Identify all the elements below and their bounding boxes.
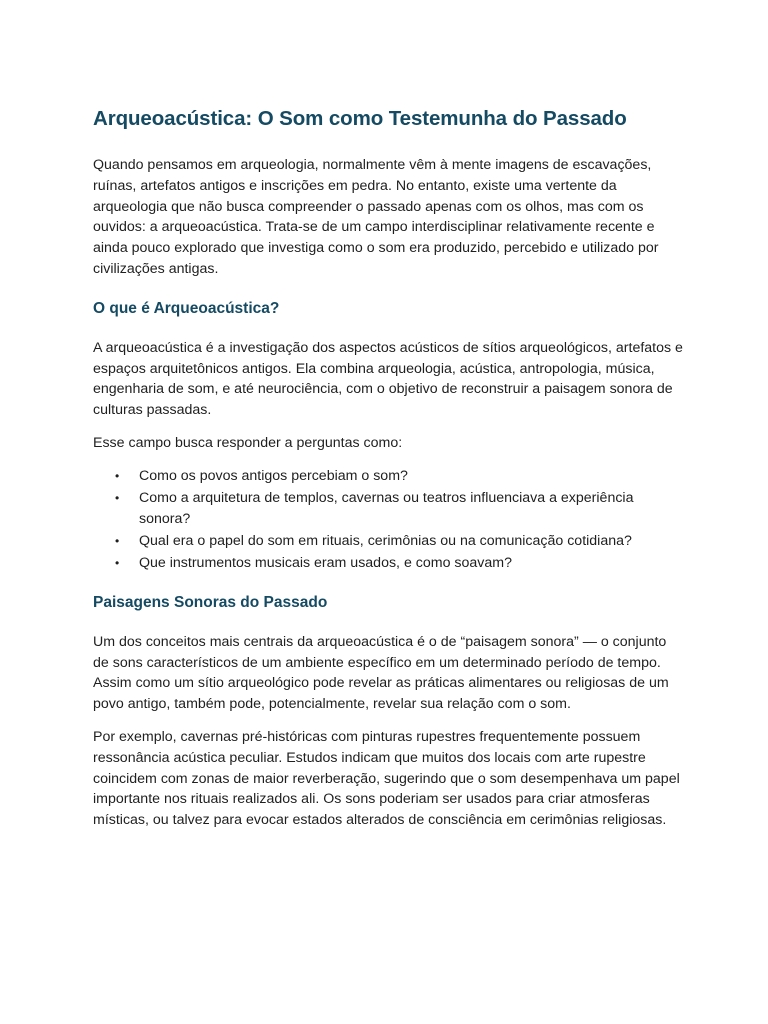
list-item-text: Qual era o papel do som em rituais, cerimônias ou na comunicação cotidiana? [139,532,632,549]
list-item [115,488,683,530]
intro-paragraph: Quando pensamos em arqueologia, normalmente vêm à mente imagens de escavações, ruínas, artefatos antigos e inscrições em pedra. No entanto, existe uma vertente da arqueologia que não busca compreender o passado apenas com os olhos, mas com os ouvidos: a arqueoacústica. Trata-se de um campo interdisciplinar relativamente recente e ainda pouco explorado que investiga como o som era produzido, percebido e utilizado por civilizações antigas. [93,157,659,277]
list-item [115,531,683,552]
document-page [93,104,683,843]
questions-intro-paragraph: Esse campo busca responder a perguntas como: [93,434,403,451]
list-item-text: Como a arquitetura de templos, cavernas ou teatros influenciava a experiência sonora? [139,489,634,527]
list-item [115,466,683,487]
list-item-text: Que instrumentos musicais eram usados, e como soavam? [139,554,512,571]
soundscape-concept-paragraph: Um dos conceitos mais centrais da arqueoacústica é o de “paisagem sonora” — o conjunto de sons característicos de um ambiente específico em um determinado período de tempo. Assim como um sítio arqueológico pode revelar as práticas alimentares ou religiosas de um povo antigo, também pode, potencialmente, revelar sua relação com o som. [93,633,669,713]
list-item [115,553,683,574]
bullet-icon: • [115,555,120,570]
section-heading-what-is: O que é Arqueoacústica? [93,299,280,317]
caves-example-paragraph: Por exemplo, cavernas pré-históricas com pinturas rupestres frequentemente possuem ressonância acústica peculiar. Estudos indicam que muitos dos locais com arte rupestre coincidem com zonas de maior reverberação, sugerindo que o som desempenhava um papel importante nos rituais realizados ali. Os sons poderiam ser usados para criar atmosferas místicas, ou talvez para evocar estados alterados de consciência em cerimônias religiosas. [93,728,680,829]
bullet-icon: • [115,468,120,483]
definition-paragraph: A arqueoacústica é a investigação dos aspectos acústicos de sítios arqueológicos, artefatos e espaços arquitetônicos antigos. Ela combina arqueologia, acústica, antropologia, música, engenharia de som, e até neurociência, com o objetivo de reconstruir a paisagem sonora de culturas passadas. [93,339,683,419]
bullet-icon: • [115,533,120,548]
bullet-icon: • [115,490,120,505]
section-heading-soundscapes: Paisagens Sonoras do Passado [93,593,328,611]
questions-list [93,466,683,574]
list-item-text: Como os povos antigos percebiam o som? [139,467,408,484]
document-title: Arqueoacústica: O Som como Testemunha do Passado [93,107,627,130]
